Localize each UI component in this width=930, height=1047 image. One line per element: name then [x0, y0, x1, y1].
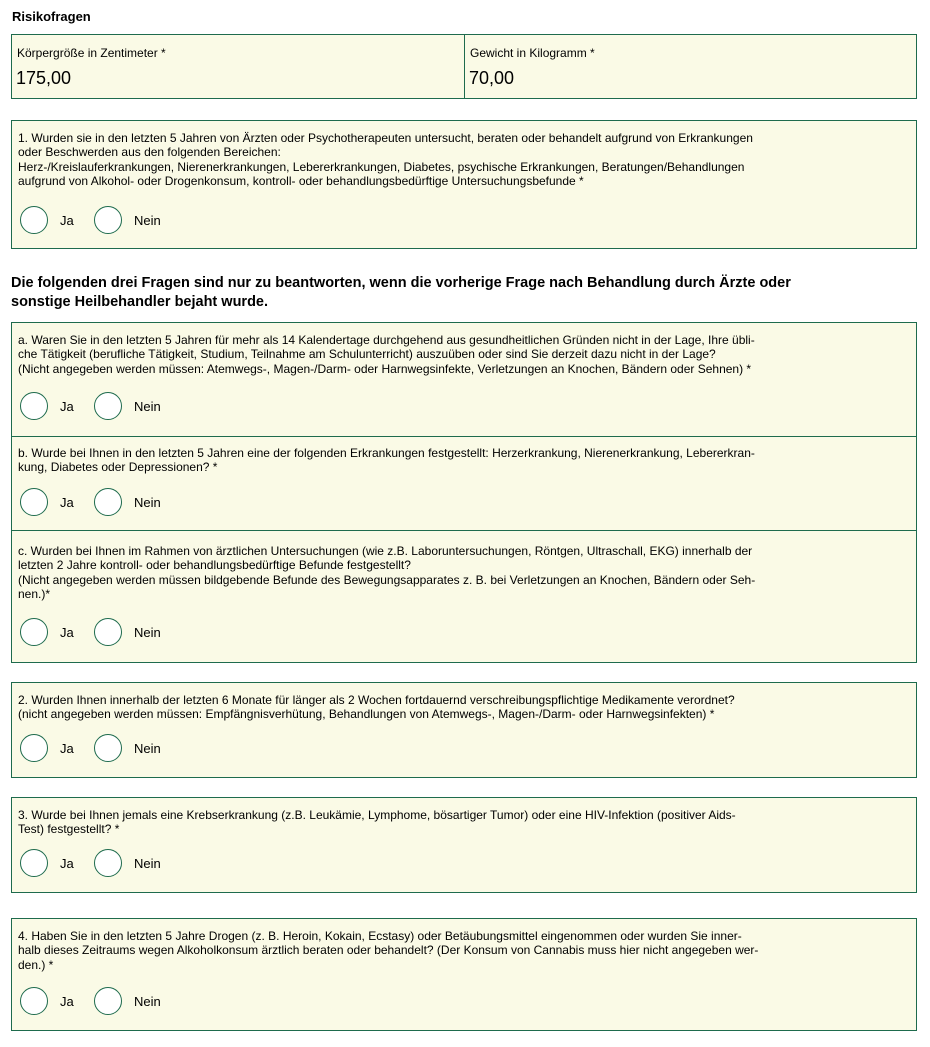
question-4-ja-label[interactable]: Ja: [60, 993, 74, 1009]
question-3-text: 3. Wurde bei Ihnen jemals eine Krebserkrankung (z.B. Leukämie, Lymphome, bösartiger Tumor) oder eine HIV-Infektion (positiver Aids- Test) festgestellt? *: [18, 808, 736, 837]
question-b-ja-radio[interactable]: [20, 488, 48, 516]
question-1-ja-label[interactable]: Ja: [60, 212, 74, 228]
question-c-ja-radio[interactable]: [20, 618, 48, 646]
question-2-nein-label[interactable]: Nein: [134, 740, 161, 756]
divider-b-c: [11, 530, 917, 531]
conditional-questions-box: [11, 322, 917, 663]
question-2-box: [11, 682, 917, 778]
question-a-ja-radio[interactable]: [20, 392, 48, 420]
question-c-text: c. Wurden bei Ihnen im Rahmen von ärztlichen Untersuchungen (wie z.B. Laboruntersuchungen, Röntgen, Ultraschall, EKG) innerhalb der letzten 2 Jahre kontroll- oder behandlungsbedürftige Befunde festgestellt? (Nicht angegeben werden müssen bildgebende Befunde des Bewegungsapparates z. B. bei Verletzungen an Knochen, Bändern oder Seh- nen.)*: [18, 544, 756, 601]
question-b-text: b. Wurde bei Ihnen in den letzten 5 Jahren eine der folgenden Erkrankungen festgestellt: Herzerkrankung, Nierenerkrankung, Lebererkran- kung, Diabetes oder Depressionen? *: [18, 446, 755, 475]
question-c-nein-radio[interactable]: [94, 618, 122, 646]
section-title: Risikofragen: [12, 9, 91, 24]
question-b-ja-label[interactable]: Ja: [60, 494, 74, 510]
question-3-nein-label[interactable]: Nein: [134, 855, 161, 871]
question-1-text: 1. Wurden sie in den letzten 5 Jahren von Ärzten oder Psychotherapeuten untersucht, beraten oder behandelt aufgrund von Erkrankungen oder Beschwerden aus den folgenden Bereichen: Herz-/Kreislauferkrankungen, Nierenerkrankungen, Lebererkrankungen, Diabetes, psychische Erkrankungen, Beratungen/Behandlungen aufgrund von Alkohol- oder Drogenkonsum, kontroll- oder behandlungsbedürftige Untersuchungsbefunde *: [18, 131, 753, 188]
question-b-nein-label[interactable]: Nein: [134, 494, 161, 510]
question-3-box: [11, 797, 917, 893]
question-a-ja-label[interactable]: Ja: [60, 398, 74, 414]
weight-input[interactable]: 70,00: [469, 68, 515, 88]
question-2-ja-radio[interactable]: [20, 734, 48, 762]
conditional-heading: Die folgenden drei Fragen sind nur zu beantworten, wenn die vorherige Frage nach Behandlung durch Ärzte oder sonstige Heilbehandler bejaht wurde.: [11, 275, 791, 310]
height-field[interactable]: [12, 35, 464, 98]
question-a-text: a. Waren Sie in den letzten 5 Jahren für mehr als 14 Kalendertage durchgehend aus gesundheitlichen Gründen nicht in der Lage, Ihre übli- che Tätigkeit (berufliche Tätigkeit, Studium, Teilnahme am Schulunterricht) auszuüben oder sind Sie derzeit dazu nicht in der Lage? (Nicht angegeben werden müssen: Atemwegs-, Magen-/Darm- oder Harnwegsinfekte, Verletzungen an Knochen, Bändern oder Sehnen) *: [18, 333, 755, 376]
question-2-ja-label[interactable]: Ja: [60, 740, 74, 756]
divider-a-b: [11, 436, 917, 437]
question-4-box: [11, 918, 917, 1031]
measurements-box: [11, 34, 917, 99]
question-a-nein-radio[interactable]: [94, 392, 122, 420]
question-2-nein-radio[interactable]: [94, 734, 122, 762]
question-3-ja-label[interactable]: Ja: [60, 855, 74, 871]
question-3-ja-radio[interactable]: [20, 849, 48, 877]
question-4-ja-radio[interactable]: [20, 987, 48, 1015]
question-4-nein-label[interactable]: Nein: [134, 993, 161, 1009]
question-1-nein-label[interactable]: Nein: [134, 212, 161, 228]
question-b-nein-radio[interactable]: [94, 488, 122, 516]
question-c-ja-label[interactable]: Ja: [60, 624, 74, 640]
question-2-text: 2. Wurden Ihnen innerhalb der letzten 6 Monate für länger als 2 Wochen fortdauernd verschreibungspflichtige Medikamente verordnet? (nicht angegeben werden müssen: Empfängnisverhütung, Behandlungen von Atemwegs-, Magen-/Darm- oder Harnwegsinfekten) *: [18, 693, 735, 722]
question-1-ja-radio[interactable]: [20, 206, 48, 234]
height-input[interactable]: 175,00: [16, 68, 72, 88]
weight-label: Gewicht in Kilogramm *: [470, 46, 595, 60]
question-4-nein-radio[interactable]: [94, 987, 122, 1015]
height-label: Körpergröße in Zentimeter *: [17, 46, 166, 60]
question-a-nein-label[interactable]: Nein: [134, 398, 161, 414]
question-1-box: [11, 120, 917, 249]
question-3-nein-radio[interactable]: [94, 849, 122, 877]
question-c-nein-label[interactable]: Nein: [134, 624, 161, 640]
question-4-text: 4. Haben Sie in den letzten 5 Jahre Drogen (z. B. Heroin, Kokain, Ecstasy) oder Betäubungsmittel eingenommen oder wurden Sie inner- halb dieses Zeitraums wegen Alkoholkonsum ärztlich beraten oder behandelt? (Der Konsum von Cannabis muss hier nicht angegeben wer- den.) *: [18, 929, 759, 972]
weight-field[interactable]: [464, 35, 916, 98]
question-1-nein-radio[interactable]: [94, 206, 122, 234]
